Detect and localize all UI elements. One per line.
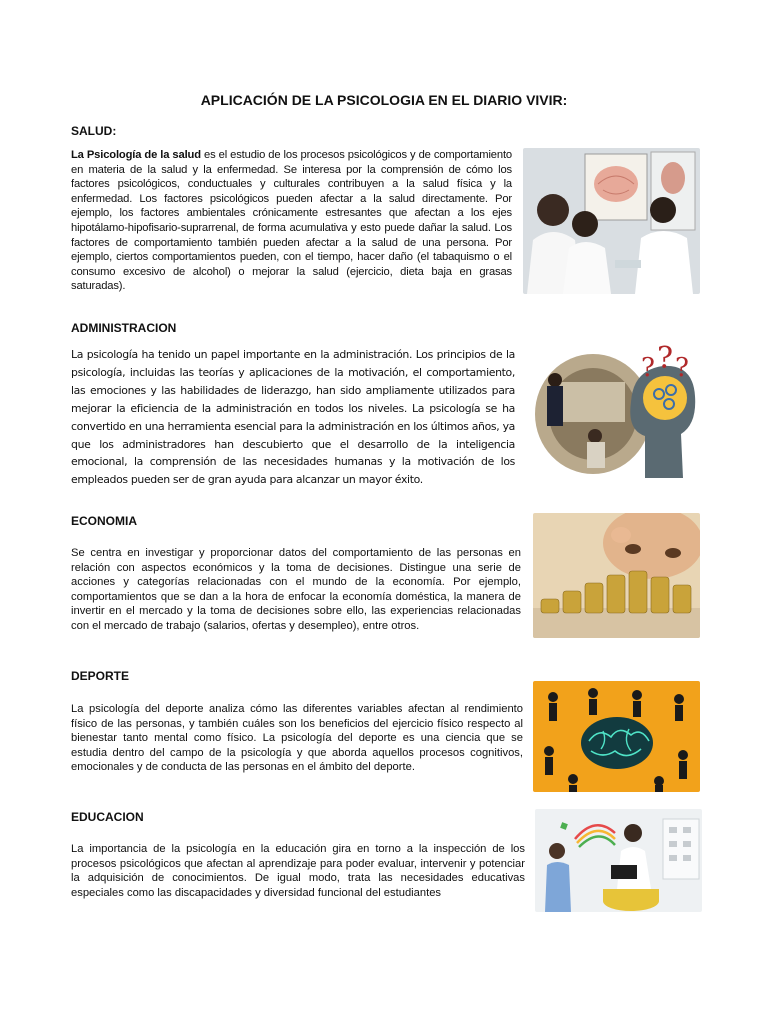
administracion-image [533,344,697,480]
section-text-deporte: La psicología del deporte analiza cómo las diferentes variables afectan al rendimiento físico de las personas, y también cuáles son los beneficios del ejercicio físico respecto al bienestar tanto mental como físico. La psicología del deporte es una ciencia que se estudia dentro del campo de la psicología y que aborda aquellos procesos cognitivos, emocionales y de conducta de las personas en el ámbito del deporte. [71,703,523,774]
section-text-economia: Se centra en investigar y proporcionar datos del comportamiento de las personas en relación con aspectos económicos y la toma de decisiones. Distingue una serie de acciones y categorías relacionadas con el mundo de la economía. Por ejemplo, comportamientos que se dan a la hora de enfocar la economía doméstica, la manera de invertir en el mercado y la toma de decisiones sobre ello, las experiencias relacionadas con el mercado de trabajo (salarios, ofertas y desempleo), entre otros. [71,547,521,632]
economia-image [533,513,700,638]
section-text-salud [71,148,512,294]
section-text-educacion: La importancia de la psicología en la educación gira en torno a la inspección de los procesos psicológicos que afectan al aprendizaje para poder evaluar, intervenir y potenciar la adquisición de conocimientos. De igual modo, trata las necesidades educativas especiales como las discapacidades y diversidad funcional del estudiantes [71,843,525,899]
deporte-image [533,681,700,792]
page-title: APLICACIÓN DE LA PSICOLOGIA EN EL DIARIO VIVIR: [200,92,568,108]
section-text-administracion: La psicología ha tenido un papel importante en la administración. Los principios de la psicología, incluidas las teorías y aplicaciones de la motivación, el comportamiento, las emociones y las habilidades de liderazgo, han sido ampliamente utilizados para mejorar la eficiencia de la administración en todos los niveles. La psicología se ha convertido en una herramienta esencial para la administración en los últimos años, ya que los administradores han descubierto que el desarrollo de la inteligencia emocional, la comprensión de las necesidades humanas y la motivación de los empleados pueden ser de gran ayuda para alcanzar un mayor éxito. [71,348,515,487]
section-heading-administracion: ADMINISTRACION [71,321,177,335]
svg-text:?: ? [675,353,689,383]
section-heading-economia: ECONOMIA [71,514,137,528]
section-heading-salud: SALUD: [71,124,117,138]
educacion-image [535,809,702,912]
svg-text:?: ? [641,353,655,383]
salud-lead-term: La Psicología de la salud [71,149,201,161]
salud-image [523,148,700,294]
section-heading-deporte: DEPORTE [71,669,130,683]
svg-text:?: ? [657,344,674,376]
section-heading-educacion: EDUCACION [71,810,144,824]
salud-body: es el estudio de los procesos psicológicos y de comportamiento en materia de la salud y la enfermedad. Se interesa por la comprensión de cómo los factores psicológicos, conductuales y culturales contribuyen a la salud física y la enfermedad. Los factores psicológicos pueden afectar a la salud directamente. Por ejemplo, los factores ambientales crónicamente estresantes que afectan a los ejes hipotálamo-hipofisario-suprarrenal, de forma acumulativa y esto puede dañar la salud. Los factores de comportamiento también pueden afectar a la salud de una persona. Por ejemplo, ciertos comportamientos pueden, con el tiempo, hacer daño (el tabaquismo o el consumo excesivo de alcohol) o mejorar la salud (ejercicio, dieta baja en grasas saturadas). [71,149,512,293]
